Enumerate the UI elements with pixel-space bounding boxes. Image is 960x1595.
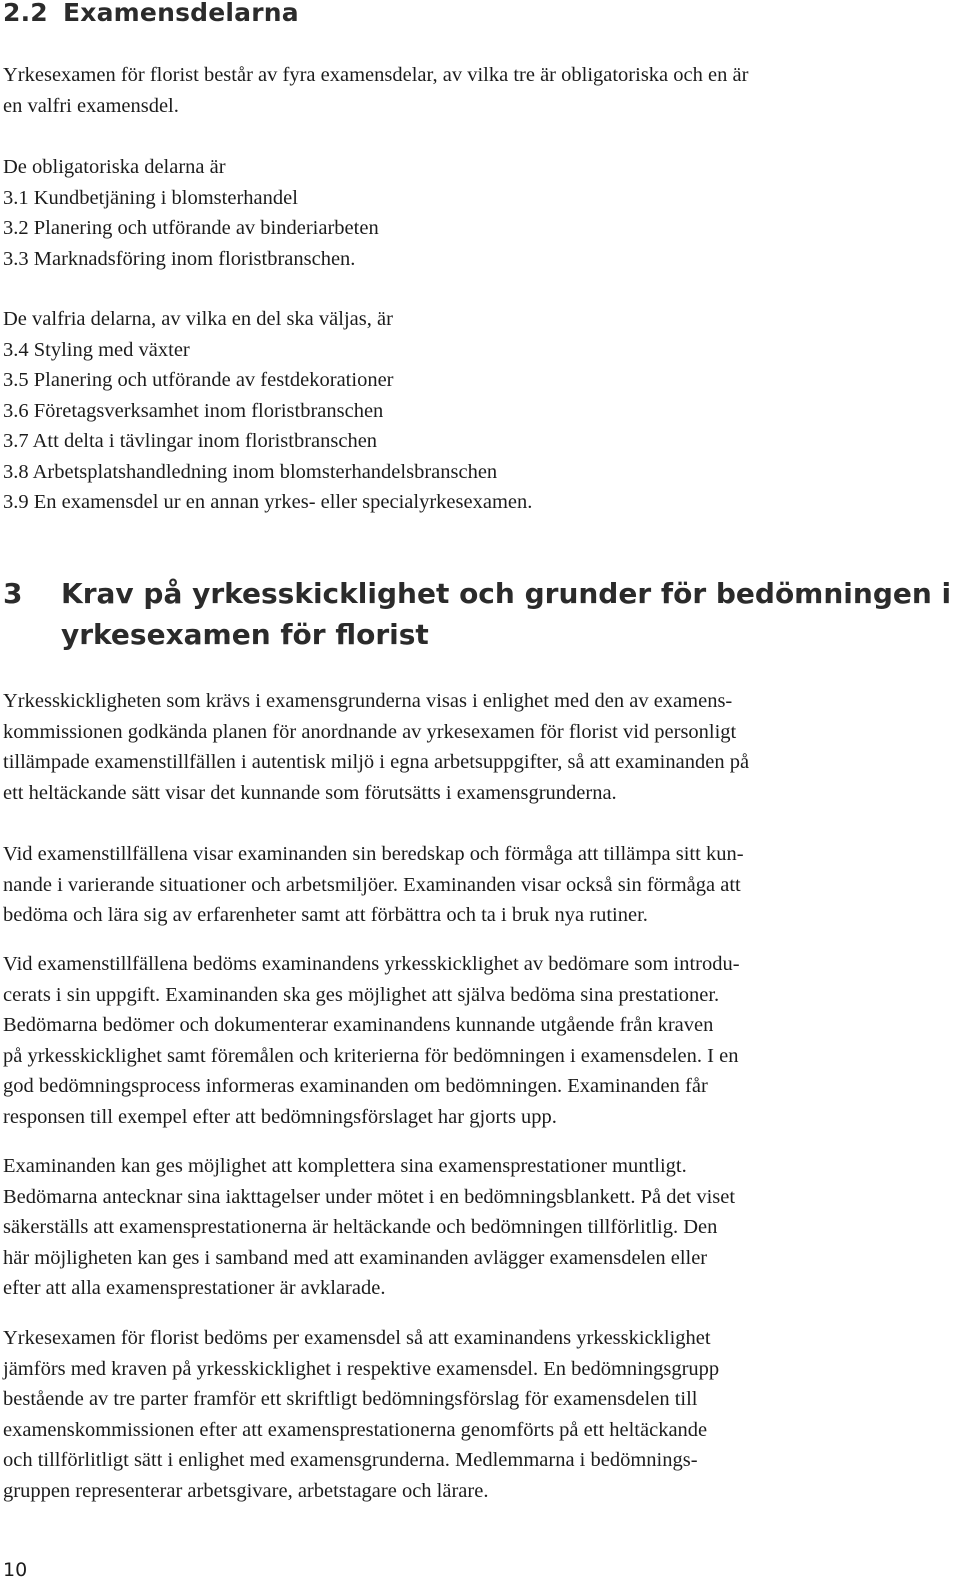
- body-paragraph: [3, 1151, 948, 1304]
- text-line: Vid examenstillfällena bedöms examinandens yrkesskicklighet av bedömare som introdu-: [3, 953, 740, 975]
- text-line: Bedömarna antecknar sina iakttagelser under mötet i en bedömningsblankett. På det viset: [3, 1185, 736, 1208]
- body-paragraph: [3, 839, 948, 931]
- text-line: säkerställs att examensprestationerna är heltäckande och bedömningen tillförlitlig. Den: [3, 1216, 718, 1238]
- text-line: cerats i sin uppgift. Examinanden ska ges möjlighet att själva bedöma sina prestationer.: [3, 983, 720, 1006]
- text-line: Yrkesexamen för florist bedöms per examensdel så att examinandens yrkesskicklighet: [3, 1327, 711, 1349]
- list-item: 3.9 En examensdel ur en annan yrkes- eller specialyrkesexamen.: [3, 491, 533, 513]
- list-heading: De obligatoriska delarna är: [3, 156, 226, 178]
- body-paragraph: [3, 1323, 948, 1506]
- body-paragraph: [3, 686, 948, 808]
- section-heading-2-2: [3, 0, 299, 30]
- text-line: Yrkesskickligheten som krävs i examensgrunderna visas i enlighet med den av examens-: [3, 690, 733, 712]
- mandatory-parts-list: [3, 152, 379, 274]
- list-item: 3.1 Kundbetjäning i blomsterhandel: [3, 186, 298, 209]
- list-item: 3.2 Planering och utförande av binderiarbeten: [3, 217, 379, 239]
- text-line: bestående av tre parter framför ett skriftligt bedömningsförslag för examensdelen till: [3, 1388, 698, 1410]
- list-item: 3.3 Marknadsföring inom floristbranschen.: [3, 247, 356, 270]
- section-heading-3: [3, 573, 951, 655]
- text-line: bedöma och lära sig av erfarenheter samt att förbättra och ta i bruk nya rutiner.: [3, 904, 648, 926]
- section-title: Examensdelarna: [63, 0, 299, 27]
- text-line: en valfri examensdel.: [3, 94, 179, 117]
- text-line: Examinanden kan ges möjlighet att komplettera sina examensprestationer muntligt.: [3, 1155, 687, 1177]
- section-title-line: yrkesexamen för florist: [61, 618, 429, 651]
- body-paragraph: [3, 949, 948, 1132]
- section-number: 2.2: [3, 0, 48, 27]
- text-line: Yrkesexamen för florist består av fyra examensdelar, av vilka tre är obligatoriska och en är: [3, 64, 749, 86]
- text-line: kommissionen godkända planen för anordnande av yrkesexamen för florist vid personligt: [3, 720, 737, 743]
- intro-paragraph: [3, 60, 948, 121]
- list-item: 3.7 Att delta i tävlingar inom floristbranschen: [3, 430, 378, 452]
- section-title-line: Krav på yrkesskicklighet och grunder för bedömningen i: [61, 577, 952, 610]
- text-line: Vid examenstillfällena visar examinanden sin beredskap och förmåga att tillämpa sitt kun-: [3, 843, 744, 865]
- text-line: examenskommissionen efter att examensprestationerna genomförts på ett heltäckande: [3, 1418, 708, 1441]
- text-line: på yrkesskicklighet samt föremålen och kriterierna för bedömningen i examensdelen. I en: [3, 1044, 739, 1067]
- list-item: 3.5 Planering och utförande av festdekorationer: [3, 369, 394, 391]
- text-line: responsen till exempel efter att bedömningsförslaget har gjorts upp.: [3, 1105, 557, 1128]
- text-line: efter att alla examensprestationer är avklarade.: [3, 1277, 386, 1299]
- text-line: ett heltäckande sätt visar det kunnande som förutsätts i examensgrunderna.: [3, 781, 617, 804]
- text-line: god bedömningsprocess informeras examinanden om bedömningen. Examinanden får: [3, 1075, 708, 1097]
- list-item: 3.8 Arbetsplatshandledning inom blomsterhandelsbranschen: [3, 460, 498, 483]
- text-line: Bedömarna bedömer och dokumenterar examinandens kunnande utgående från kraven: [3, 1014, 714, 1036]
- text-line: gruppen representerar arbetsgivare, arbetstagare och lärare.: [3, 1479, 489, 1502]
- text-line: här möjligheten kan ges i samband med att examinanden avlägger examensdelen eller: [3, 1246, 708, 1269]
- list-heading: De valfria delarna, av vilka en del ska väljas, är: [3, 308, 393, 330]
- page-number: 10: [3, 1559, 28, 1581]
- optional-parts-list: [3, 304, 532, 518]
- text-line: jämförs med kraven på yrkesskicklighet i respektive examensdel. En bedömningsgrupp: [3, 1357, 720, 1380]
- text-line: och tillförlitligt sätt i enlighet med examensgrunderna. Medlemmarna i bedömnings-: [3, 1449, 698, 1471]
- text-line: tillämpade examenstillfällen i autentisk miljö i egna arbetsuppgifter, så att examinanden på: [3, 751, 750, 773]
- list-item: 3.6 Företagsverksamhet inom floristbranschen: [3, 399, 384, 422]
- list-item: 3.4 Styling med växter: [3, 338, 190, 361]
- text-line: nande i varierande situationer och arbetsmiljöer. Examinanden visar också sin förmåga att: [3, 873, 741, 896]
- section-number: 3: [3, 577, 23, 610]
